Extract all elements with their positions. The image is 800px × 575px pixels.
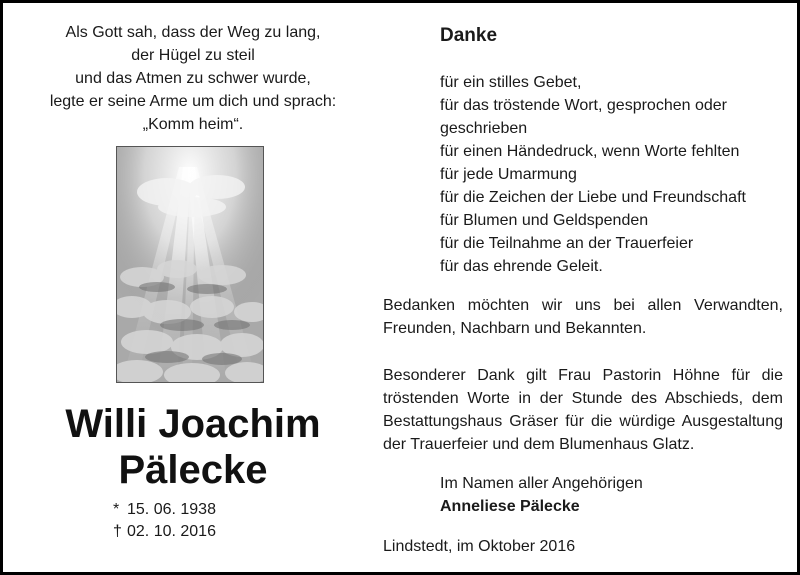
thanks-line: geschrieben [440, 120, 528, 137]
deceased-surname: Pälecke [118, 448, 268, 492]
thanks-paragraph-special: Besonderer Dank gilt Frau Pastorin Höhne für die tröstenden Worte in der Stunde des Abschieds, dem Bestattungshaus Gräser für die würdige Ausgestaltung der Trauerfeier und dem Blumenhaus Glatz. [383, 367, 783, 453]
thanks-line: für Blumen und Geldspenden [440, 212, 649, 229]
poem-line: legte er seine Arme um dich und sprach: [49, 93, 337, 110]
signature-name: Anneliese Pälecke [440, 498, 580, 515]
thanks-line: für das ehrende Geleit. [440, 258, 603, 275]
thanks-title: Danke [440, 25, 498, 46]
life-dates [113, 499, 313, 543]
thanks-paragraph-relatives: Bedanken möchten wir uns bei allen Verwandten, Freunden, Nachbarn und Bekannten. [383, 297, 783, 337]
poem-line: der Hügel zu steil [131, 47, 255, 64]
death-date: 02. 10. 2016 [127, 523, 216, 540]
thanks-line: für ein stilles Gebet, [440, 74, 582, 91]
deceased-first-names: Willi Joachim [65, 402, 321, 446]
clouds-sunrays-image [116, 146, 264, 383]
deceased-name [23, 401, 363, 493]
poem-line: „Komm heim“. [142, 116, 244, 133]
right-column [383, 3, 788, 572]
thanks-line: für jede Umarmung [440, 166, 577, 183]
thanks-list [440, 71, 780, 278]
thanks-line: für das tröstende Wort, gesprochen oder [440, 97, 727, 114]
death-date-row [113, 521, 313, 543]
birth-symbol: * [113, 501, 120, 518]
thanks-line: für die Zeichen der Liebe und Freundschaft [440, 189, 746, 206]
poem-line: und das Atmen zu schwer wurde, [75, 70, 311, 87]
thanks-line: für einen Händedruck, wenn Worte fehlten [440, 143, 740, 160]
poem [33, 21, 353, 136]
thanks-line: für die Teilnahme an der Trauerfeier [440, 235, 694, 252]
poem-line: Als Gott sah, dass der Weg zu lang, [65, 24, 321, 41]
left-column [3, 3, 393, 572]
place-date: Lindstedt, im Oktober 2016 [383, 538, 576, 555]
birth-date: 15. 06. 1938 [127, 501, 216, 518]
signature-intro: Im Namen aller Angehörigen [440, 475, 643, 492]
cross-symbol: † [113, 523, 122, 540]
birth-date-row [113, 499, 313, 521]
signature-block [440, 472, 643, 518]
